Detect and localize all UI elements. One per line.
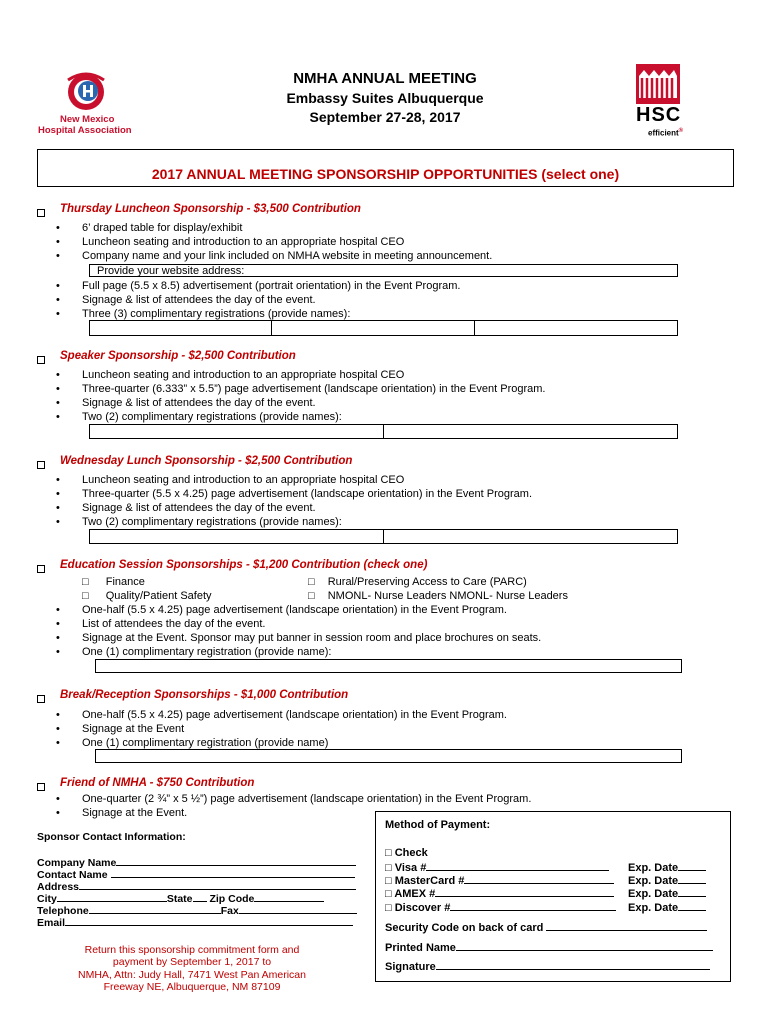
sponsor-contact bbox=[37, 831, 357, 927]
list-item: • Two (2) complimentary registrations (provide names): bbox=[82, 410, 545, 424]
event-dates: September 27-28, 2017 bbox=[309, 109, 461, 125]
list-item: • Three (3) complimentary registrations (provide names): bbox=[82, 307, 460, 321]
list-item: • Two (2) complimentary registrations (provide names): bbox=[82, 515, 532, 529]
thursday-checkbox[interactable] bbox=[37, 209, 45, 217]
amex-field[interactable]: □ AMEX # bbox=[385, 886, 614, 899]
education-title: Education Session Sponsorships - $1,200 Contribution (check one) bbox=[60, 559, 428, 571]
break-title: Break/Reception Sponsorships - $1,000 Contribution bbox=[60, 689, 349, 701]
list-item: • Luncheon seating and introduction to an appropriate hospital CEO bbox=[82, 235, 492, 249]
registration-name-field[interactable] bbox=[90, 321, 272, 335]
banner-title: 2017 ANNUAL MEETING SPONSORSHIP OPPORTUNITIES (select one) bbox=[151, 166, 620, 182]
registration-name-field[interactable] bbox=[90, 530, 384, 543]
visa-field[interactable]: □ Visa # bbox=[385, 860, 609, 873]
registration-name-field[interactable] bbox=[90, 425, 384, 438]
list-item: • Signage at the Event bbox=[82, 722, 507, 736]
company-name-field[interactable]: Company Name bbox=[37, 855, 357, 867]
wednesday-title: Wednesday Lunch Sponsorship - $2,500 Contribution bbox=[60, 455, 353, 467]
list-item: • Three-quarter (5.5 x 4.25) page advertisement (landscape orientation) in the Event Program. bbox=[82, 487, 532, 501]
list-item: • Full page (5.5 x 8.5) advertisement (portrait orientation) in the Event Program. bbox=[82, 279, 460, 293]
address-field[interactable]: Address bbox=[37, 879, 357, 891]
nmha-logo bbox=[38, 70, 138, 140]
email-field[interactable]: Email bbox=[37, 915, 357, 927]
list-item: • Luncheon seating and introduction to an appropriate hospital CEO bbox=[82, 473, 532, 487]
mastercard-field[interactable]: □ MasterCard # bbox=[385, 873, 614, 886]
security-code-field[interactable]: Security Code on back of card bbox=[385, 920, 707, 933]
banner-box bbox=[37, 149, 734, 187]
signature-field[interactable]: Signature bbox=[385, 959, 710, 972]
list-item: • Signage at the Event. bbox=[82, 806, 531, 820]
hsc-logo-mark-icon bbox=[636, 64, 680, 104]
list-item: • One-quarter (2 ¾” x 5 ½”) page advertisement (landscape orientation) in the Event Program. bbox=[82, 792, 531, 806]
option-checkbox: □ bbox=[308, 576, 315, 588]
list-item: • Luncheon seating and introduction to an appropriate hospital CEO bbox=[82, 368, 545, 382]
registrations-grid-2 bbox=[89, 529, 678, 544]
list-item: • Signage & list of attendees the day of the event. bbox=[82, 293, 460, 307]
friend-title: Friend of NMHA - $750 Contribution bbox=[60, 777, 255, 789]
exp-date-mastercard-field[interactable]: Exp. Date bbox=[628, 873, 706, 886]
discover-field[interactable]: □ Discover # bbox=[385, 900, 616, 913]
registration-name-field[interactable] bbox=[272, 321, 475, 335]
exp-date-discover-field[interactable]: Exp. Date bbox=[628, 900, 706, 913]
registrations-grid-2 bbox=[89, 424, 678, 439]
website-field[interactable] bbox=[89, 264, 678, 277]
check-option[interactable]: □ Check bbox=[385, 847, 428, 859]
list-item: • Signage at the Event. Sponsor may put banner in session room and place brochures on seats. bbox=[82, 631, 541, 645]
page-title: NMHA ANNUAL MEETING bbox=[293, 70, 477, 87]
nmha-logo-line1: New Mexico bbox=[60, 114, 115, 125]
hsc-logo bbox=[634, 64, 690, 144]
website-label: Provide your website address: bbox=[97, 265, 245, 277]
registration-name-field[interactable] bbox=[384, 425, 677, 438]
return-note: Return this sponsorship commitment form and payment by September 1, 2017 to NMHA, Attn: Judy Hall, 7471 West Pan American Freeway NE, Albuquerque, NM 87109 bbox=[78, 944, 306, 993]
registration-name-field[interactable] bbox=[95, 749, 682, 763]
option-checkbox: □ bbox=[308, 590, 315, 602]
break-checkbox[interactable] bbox=[37, 695, 45, 703]
list-item: • Company name and your link included on NMHA website in meeting announcement. bbox=[82, 249, 492, 263]
list-item: • One-half (5.5 x 4.25) page advertisement (landscape orientation) in the Event Program. bbox=[82, 603, 541, 617]
list-item: • 6’ draped table for display/exhibit bbox=[82, 221, 492, 235]
education-checkbox[interactable] bbox=[37, 565, 45, 573]
payment-box bbox=[375, 811, 731, 982]
nmha-logo-line2: Hospital Association bbox=[38, 125, 132, 136]
venue: Embassy Suites Albuquerque bbox=[286, 90, 484, 106]
list-item: • One-half (5.5 x 4.25) page advertisement (landscape orientation) in the Event Program. bbox=[82, 708, 507, 722]
contact-heading: Sponsor Contact Information: bbox=[37, 831, 186, 843]
exp-date-visa-field[interactable]: Exp. Date bbox=[628, 860, 706, 873]
option-checkbox: □ bbox=[82, 590, 89, 602]
list-item: • One (1) complimentary registration (provide name): bbox=[82, 645, 541, 659]
registration-name-field[interactable] bbox=[475, 321, 677, 335]
registration-name-field[interactable] bbox=[384, 530, 677, 543]
option-quality[interactable]: □ Quality/Patient Safety bbox=[82, 590, 212, 602]
printed-name-field[interactable]: Printed Name bbox=[385, 940, 713, 953]
contact-name-field[interactable]: Contact Name bbox=[37, 867, 357, 879]
friend-checkbox[interactable] bbox=[37, 783, 45, 791]
option-nmonl[interactable]: □ NMONL- Nurse Leaders NMONL- Nurse Leaders bbox=[308, 590, 568, 602]
exp-date-amex-field[interactable]: Exp. Date bbox=[628, 886, 706, 899]
option-finance[interactable]: □ Finance bbox=[82, 576, 145, 588]
payment-heading: Method of Payment: bbox=[385, 819, 491, 831]
city-state-zip-field[interactable]: City State Zip Code bbox=[37, 891, 357, 903]
telephone-fax-field[interactable]: Telephone Fax bbox=[37, 903, 357, 915]
hsc-tagline: efficient® bbox=[648, 128, 684, 138]
option-parc[interactable]: □ Rural/Preserving Access to Care (PARC) bbox=[308, 576, 527, 588]
nmha-logo-mark-icon bbox=[38, 70, 138, 120]
list-item: • Signage & list of attendees the day of the event. bbox=[82, 396, 545, 410]
speaker-checkbox[interactable] bbox=[37, 356, 45, 364]
registrations-grid-3 bbox=[89, 320, 678, 336]
list-item: • List of attendees the day of the event. bbox=[82, 617, 541, 631]
thursday-title: Thursday Luncheon Sponsorship - $3,500 Contribution bbox=[60, 203, 361, 215]
list-item: • One (1) complimentary registration (provide name) bbox=[82, 736, 507, 750]
wednesday-checkbox[interactable] bbox=[37, 461, 45, 469]
list-item: • Three-quarter (6.333” x 5.5”) page advertisement (landscape orientation) in the Event Program. bbox=[82, 382, 545, 396]
speaker-title: Speaker Sponsorship - $2,500 Contribution bbox=[60, 350, 296, 362]
list-item: • Signage & list of attendees the day of the event. bbox=[82, 501, 532, 515]
registration-name-field[interactable] bbox=[95, 659, 682, 673]
option-checkbox: □ bbox=[82, 576, 89, 588]
hsc-logo-text: HSC bbox=[636, 104, 682, 126]
